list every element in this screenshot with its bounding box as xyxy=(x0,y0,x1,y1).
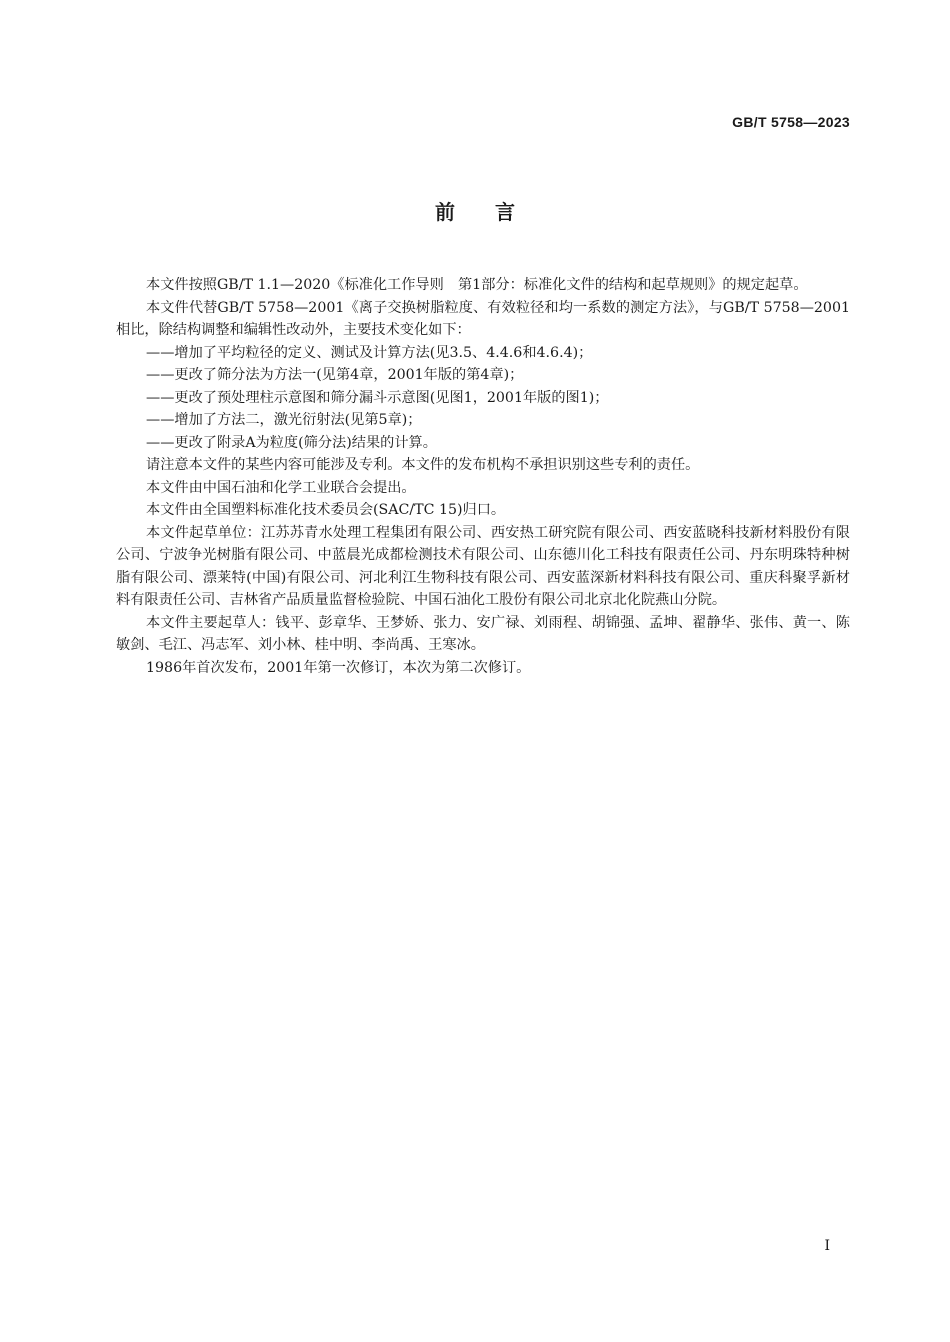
change-item: ——增加了平均粒径的定义、测试及计算方法(见3.5、4.4.6和4.6.4)； xyxy=(146,344,593,361)
paragraph-drafting-rules: 本文件按照GB/T 1.1—2020《标准化工作导则 第1部分：标准化文件的结构和起草规则》的规定起草。 xyxy=(146,277,808,293)
paragraph-drafters: 本文件主要起草人：钱平、彭章华、王梦娇、张力、安广禄、刘雨程、胡锦强、孟坤、翟静华、张伟、黄一、陈敏剑、毛江、冯志军、刘小林、桂中明、李尚禹、王寒冰。 xyxy=(116,614,850,653)
change-item: ——更改了预处理柱示意图和筛分漏斗示意图(见图1，2001年版的图1)； xyxy=(146,389,609,406)
paragraph-under-jurisdiction: 本文件由全国塑料标准化技术委员会(SAC/TC 15)归口。 xyxy=(146,502,506,518)
change-item: ——更改了筛分法为方法一(见第4章，2001年版的第4章)； xyxy=(146,367,524,383)
paragraph-proposed-by: 本文件由中国石油和化学工业联合会提出。 xyxy=(146,479,416,496)
standard-code: GB/T 5758—2023 xyxy=(732,114,850,130)
page-number: I xyxy=(824,1238,830,1254)
paragraph-history: 1986年首次发布，2001年第一次修订，本次为第二次修订。 xyxy=(146,659,531,676)
paragraph-patent-notice: 请注意本文件的某些内容可能涉及专利。本文件的发布机构不承担识别这些专利的责任。 xyxy=(146,457,700,473)
change-item: ——更改了附录A为粒度(筛分法)结果的计算。 xyxy=(146,434,437,451)
page-title: 前言 xyxy=(435,200,555,224)
paragraph-drafting-organizations: 本文件起草单位：江苏苏青水处理工程集团有限公司、西安热工研究院有限公司、西安蓝晓科技新材料股份有限公司、宁波争光树脂有限公司、中蓝晨光成都检测技术有限公司、山东德川化工科技有限责任公司、丹东明珠特种树脂有限公司、漂莱特(中国)有限公司、河北利江生物科技有限公司、西安蓝深新材料科技有限公司、重庆科聚孚新材料有限责任公司、吉林省产品质量监督检验院、中国石油化工股份有限公司北京北化院燕山分院。 xyxy=(116,524,850,608)
paragraph-replaces: 本文件代替GB/T 5758—2001《离子交换树脂粒度、有效粒径和均一系数的测定方法》，与GB/T 5758—2001相比，除结构调整和编辑性改动外，主要技术变化如下： xyxy=(116,299,850,338)
foreword-body xyxy=(116,274,850,679)
change-item: ——增加了方法二，激光衍射法(见第5章)； xyxy=(146,412,422,428)
